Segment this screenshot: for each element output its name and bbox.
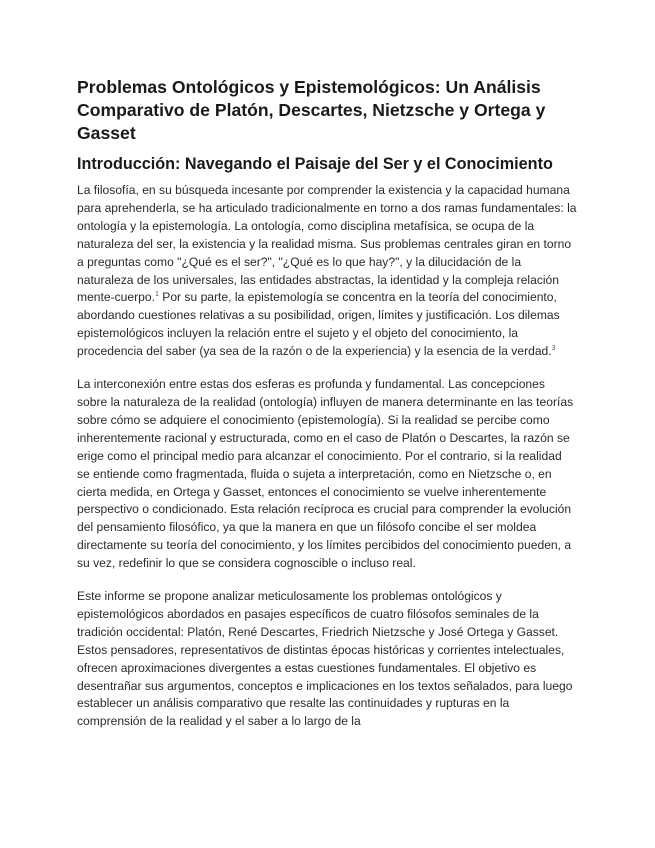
- section-heading: Introducción: Navegando el Paisaje del Ser y el Conocimiento: [77, 155, 553, 173]
- document-page: [77, 76, 577, 731]
- footnote-ref[interactable]: 1: [154, 291, 159, 299]
- paragraph-text: La filosofía, en su búsqueda incesante por comprender la existencia y la capacidad humana para aprehenderla, se ha articulado tradicionalmente en torno a dos ramas fundamentales: la ontología y la epistemología. La ontología, como disciplina metafísica, se ocupa de la naturaleza del ser, la existencia y la realidad misma. Sus problemas centrales giran en torno a preguntas como "¿Qué es el ser?", "¿Qué es lo que hay?", y la dilucidación de la naturaleza de los universales, las entidades abstractas, la identidad y la compleja relación mente-cuerpo.: [77, 183, 577, 305]
- document-title: Problemas Ontológicos y Epistemológicos: Un Análisis Comparativo de Platón, Descartes, Nietzsche y Ortega y Gasset: [77, 77, 546, 143]
- paragraph-intro-3: Este informe se propone analizar meticulosamente los problemas ontológicos y epistemológicos abordados en pasajes específicos de cuatro filósofos seminales de la tradición occidental: Platón, René Descartes, Friedrich Nietzsche y José Ortega y Gasset. Estos pensadores, representativos de distintas épocas históricas y corrientes intelectuales, ofrecen aproximaciones divergentes a estas cuestiones fundamentales. El objetivo es desentrañar sus argumentos, conceptos e implicaciones en los textos señalados, para luego establecer un análisis comparativo que resalte las continuidades y rupturas en la comprensión de la realidad y el saber a lo largo de la: [77, 589, 573, 729]
- paragraph-text: Por su parte, la epistemología se concentra en la teoría del conocimiento, abordando cuestiones relativas a su posibilidad, origen, límites y justificación. Los dilemas epistemológicos incluyen la relación entre el sujeto y el objeto del conocimiento, la procedencia del saber (ya sea de la razón o de la experiencia) y la esencia de la verdad.: [77, 290, 560, 359]
- footnote-ref[interactable]: 3: [551, 345, 556, 353]
- paragraph-intro-1: [77, 182, 577, 361]
- paragraph-intro-2: La interconexión entre estas dos esferas es profunda y fundamental. Las concepciones sobre la naturaleza de la realidad (ontología) influyen de manera determinante en las teorías sobre cómo se adquiere el conocimiento (epistemología). Si la realidad se percibe como inherentemente racional y estructurada, como en el caso de Platón o Descartes, la razón se erige como el principal medio para alcanzar el conocimiento. Por el contrario, si la realidad se entiende como fragmentada, fluida o sujeta a interpretación, como en Nietzsche o, en cierta medida, en Ortega y Gasset, entonces el conocimiento se vuelve inherentemente perspectivo o condicionado. Esta relación recíproca es crucial para comprender la evolución del pensamiento filosófico, ya que la manera en que un filósofo concibe el ser moldea directamente su teoría del conocimiento, y los límites percibidos del conocimiento pueden, a su vez, redefinir lo que se considera cognoscible o incluso real.: [77, 377, 574, 571]
